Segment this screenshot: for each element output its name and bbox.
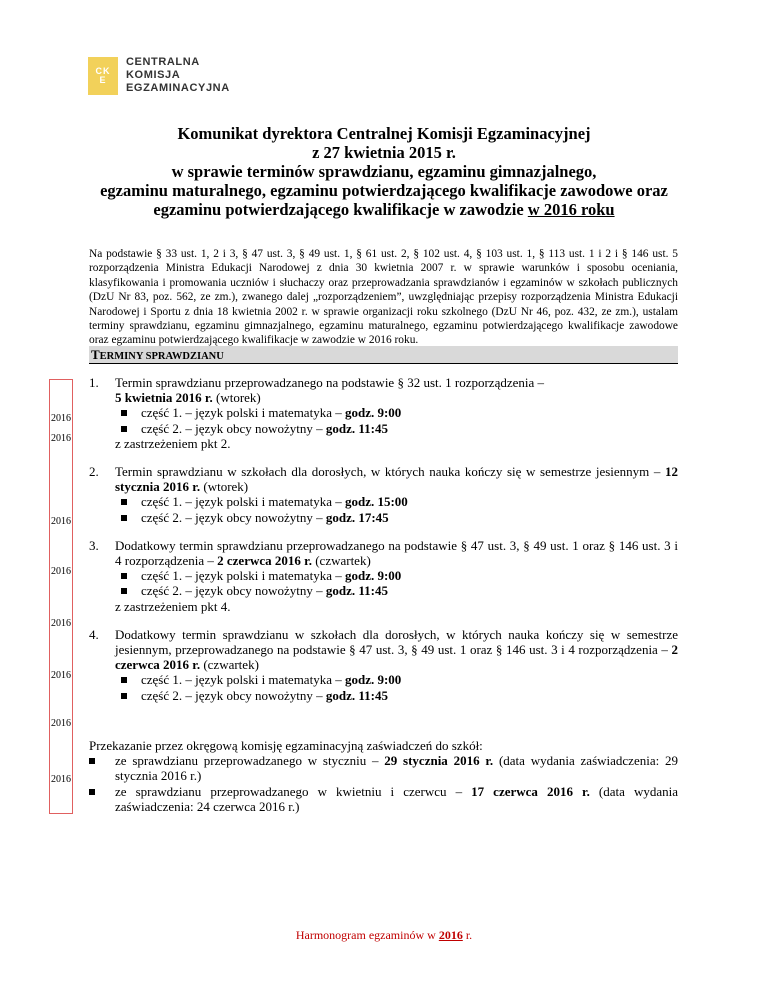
sub-item-time: godz. 9:00 <box>344 568 402 584</box>
logo-text <box>126 56 230 95</box>
side-label: 2016 <box>51 516 71 527</box>
section-heading-cap: T <box>91 347 100 362</box>
item-day: (czwartek) <box>200 657 259 673</box>
footer-suffix: r. <box>462 928 473 942</box>
transfer-text: ze sprawdzianu przeprowadzanego w styczniu – <box>115 753 385 769</box>
title-line-5-text: egzaminu potwierdzającego kwalifikacje w zawodzie <box>153 200 528 219</box>
side-label: 2016 <box>51 566 71 577</box>
sub-item-time: godz. 15:00 <box>344 494 408 510</box>
section-heading <box>89 346 678 364</box>
list-item <box>89 464 678 525</box>
sub-item-time: godz. 11:45 <box>325 583 388 599</box>
footer-text: Harmonogram egzaminów w <box>295 928 439 942</box>
item-day: (wtorek) <box>212 390 261 406</box>
sub-item <box>115 672 678 687</box>
sub-item <box>115 510 678 525</box>
title-line-5 <box>70 200 698 219</box>
sub-item <box>115 688 678 703</box>
item-note: z zastrzeżeniem pkt 4. <box>115 598 231 614</box>
transfer-bullet <box>89 753 678 783</box>
transfer-heading: Przekazanie przez okręgową komisję egzaminacyjną zaświadczeń do szkół: <box>89 738 483 753</box>
transfer-text: ze sprawdzianu przeprowadzanego w kwietniu i czerwcu – <box>115 783 472 799</box>
title-line-4: egzaminu maturalnego, egzaminu potwierdzającego kwalifikacje zawodowe oraz <box>100 181 668 200</box>
item-number: 2. <box>89 464 99 480</box>
side-label: 2016 <box>51 670 71 681</box>
schedule-list <box>89 375 678 716</box>
logo-mark-bottom: E <box>99 74 107 85</box>
sub-item-text: część 1. – język polski i matematyka – <box>141 494 345 510</box>
sub-item-time: godz. 11:45 <box>325 420 388 436</box>
side-label: 2016 <box>51 618 71 629</box>
item-number: 3. <box>89 537 99 553</box>
item-text: Dodatkowy termin sprawdzianu przeprowadzanego na podstawie § 47 ust. 3, § 49 ust. 1 oraz § 146 ust. 3 i 4 rozporządzenia – <box>115 537 678 569</box>
transfer-date: 29 stycznia 2016 r. <box>384 753 494 769</box>
side-label: 2016 <box>51 718 71 729</box>
item-date: 2 czerwca 2016 r. <box>115 642 678 673</box>
sub-item <box>115 568 678 583</box>
list-item <box>89 375 678 451</box>
sub-item-text: część 1. – język polski i matematyka – <box>141 568 345 584</box>
list-item <box>89 538 678 614</box>
item-number: 1. <box>89 375 99 390</box>
sub-item-time: godz. 9:00 <box>344 672 402 688</box>
sub-item-time: godz. 11:45 <box>325 687 388 703</box>
side-year-margin <box>49 379 73 814</box>
sub-item-time: godz. 9:00 <box>344 405 402 421</box>
transfer-date: 17 czerwca 2016 r. <box>471 783 590 799</box>
page-footer <box>0 928 768 943</box>
sub-item-text: część 1. – język polski i matematyka – <box>141 405 345 421</box>
transfer-bullet <box>89 784 678 814</box>
item-date: 12 stycznia 2016 r. <box>115 464 678 495</box>
title-line-3: w sprawie terminów sprawdzianu, egzaminu gimnazjalnego, <box>171 162 597 181</box>
item-day: (czwartek) <box>311 553 371 569</box>
intro-paragraph: Na podstawie § 33 ust. 1, 2 i 3, § 47 ust. 3, § 49 ust. 1, § 61 ust. 2, § 102 ust. 4, § 103 ust. 1, § 113 ust. 1 i 2 i § 146 ust. 5 rozporządzenia Ministra Edukacji Narodowej z dnia 30 kwietnia 2007 r. w sprawie warunków i sposobu oceniania, klasyfikowania i promowania uczniów i słuchaczy oraz przeprowadzania sprawdzianów i egzaminów w szkołach publicznych (DzU Nr 83, poz. 562, ze zm.), zwanego dalej „rozporządzeniem”, uwzględniając przepisy rozporządzenia Ministra Edukacji Narodowej i Sportu z dnia 18 kwietnia 2002 r. w sprawie organizacji roku szkolnego (DzU Nr 46, poz. 432, ze zm.), ustalam terminy sprawdzianu, egzaminu gimnazjalnego, egzaminu maturalnego, egzaminu potwierdzającego kwalifikacje zawodowe oraz egzaminu potwierdzającego kwalifikacje w zawodzie w 2016 roku. <box>89 248 678 347</box>
list-item <box>89 627 678 703</box>
logo-line-3: EGZAMINACYJNA <box>126 82 230 94</box>
item-date: 2 czerwca 2016 r. <box>217 553 312 569</box>
side-label: 2016 <box>51 433 71 444</box>
cke-logo <box>88 56 230 95</box>
item-text: Termin sprawdzianu przeprowadzanego na podstawie § 32 ust. 1 rozporządzenia – <box>115 375 545 390</box>
sub-item-text: część 2. – język obcy nowożytny – <box>141 583 326 599</box>
sub-item <box>115 421 678 436</box>
title-line-1: Komunikat dyrektora Centralnej Komisji Egzaminacyjnej <box>177 124 591 143</box>
title-year-underlined: w 2016 roku <box>527 200 615 219</box>
footer-year: 2016 <box>438 928 463 942</box>
item-text: Termin sprawdzianu w szkołach dla dorosłych, w których nauka kończy się w semestrze jesiennym – <box>115 464 665 480</box>
sub-item-text: część 2. – język obcy nowożytny – <box>141 420 326 436</box>
sub-item-text: część 1. – język polski i matematyka – <box>141 672 345 688</box>
item-note: z zastrzeżeniem pkt 2. <box>115 435 231 451</box>
logo-line-1: CENTRALNA <box>126 56 200 68</box>
sub-item-time: godz. 17:45 <box>325 509 389 525</box>
section-heading-rest: ERMINY SPRAWDZIANU <box>99 351 224 362</box>
side-label: 2016 <box>51 413 71 424</box>
logo-line-2: KOMISJA <box>126 69 181 81</box>
logo-mark-top: CK <box>95 65 111 76</box>
side-label: 2016 <box>51 774 71 785</box>
sub-item-text: część 2. – język obcy nowożytny – <box>141 509 326 525</box>
title-line-2: z 27 kwietnia 2015 r. <box>312 143 456 162</box>
item-date: 5 kwietnia 2016 r. <box>115 390 213 406</box>
item-day: (wtorek) <box>200 479 249 495</box>
sub-item-text: część 2. – język obcy nowożytny – <box>141 687 326 703</box>
item-text: Dodatkowy termin sprawdzianu w szkołach dla dorosłych, w których nauka kończy się w semestrze jesiennym, przeprowadzanego na podstawie § 47 ust. 3, § 49 ust. 1 oraz § 146 ust. 3 i 4 rozporządzenia – <box>115 626 678 658</box>
sub-item <box>115 494 678 509</box>
item-number: 4. <box>89 626 99 642</box>
logo-mark <box>88 57 118 95</box>
certificates-transfer <box>89 738 678 814</box>
transfer-note: (data wydania zaświadczenia: 29 stycznia 2016 r.) <box>115 753 678 784</box>
sub-item <box>115 405 678 420</box>
sub-item <box>115 583 678 598</box>
document-title <box>70 124 698 219</box>
transfer-note: (data wydania zaświadczenia: 24 czerwca 2016 r.) <box>115 783 678 814</box>
